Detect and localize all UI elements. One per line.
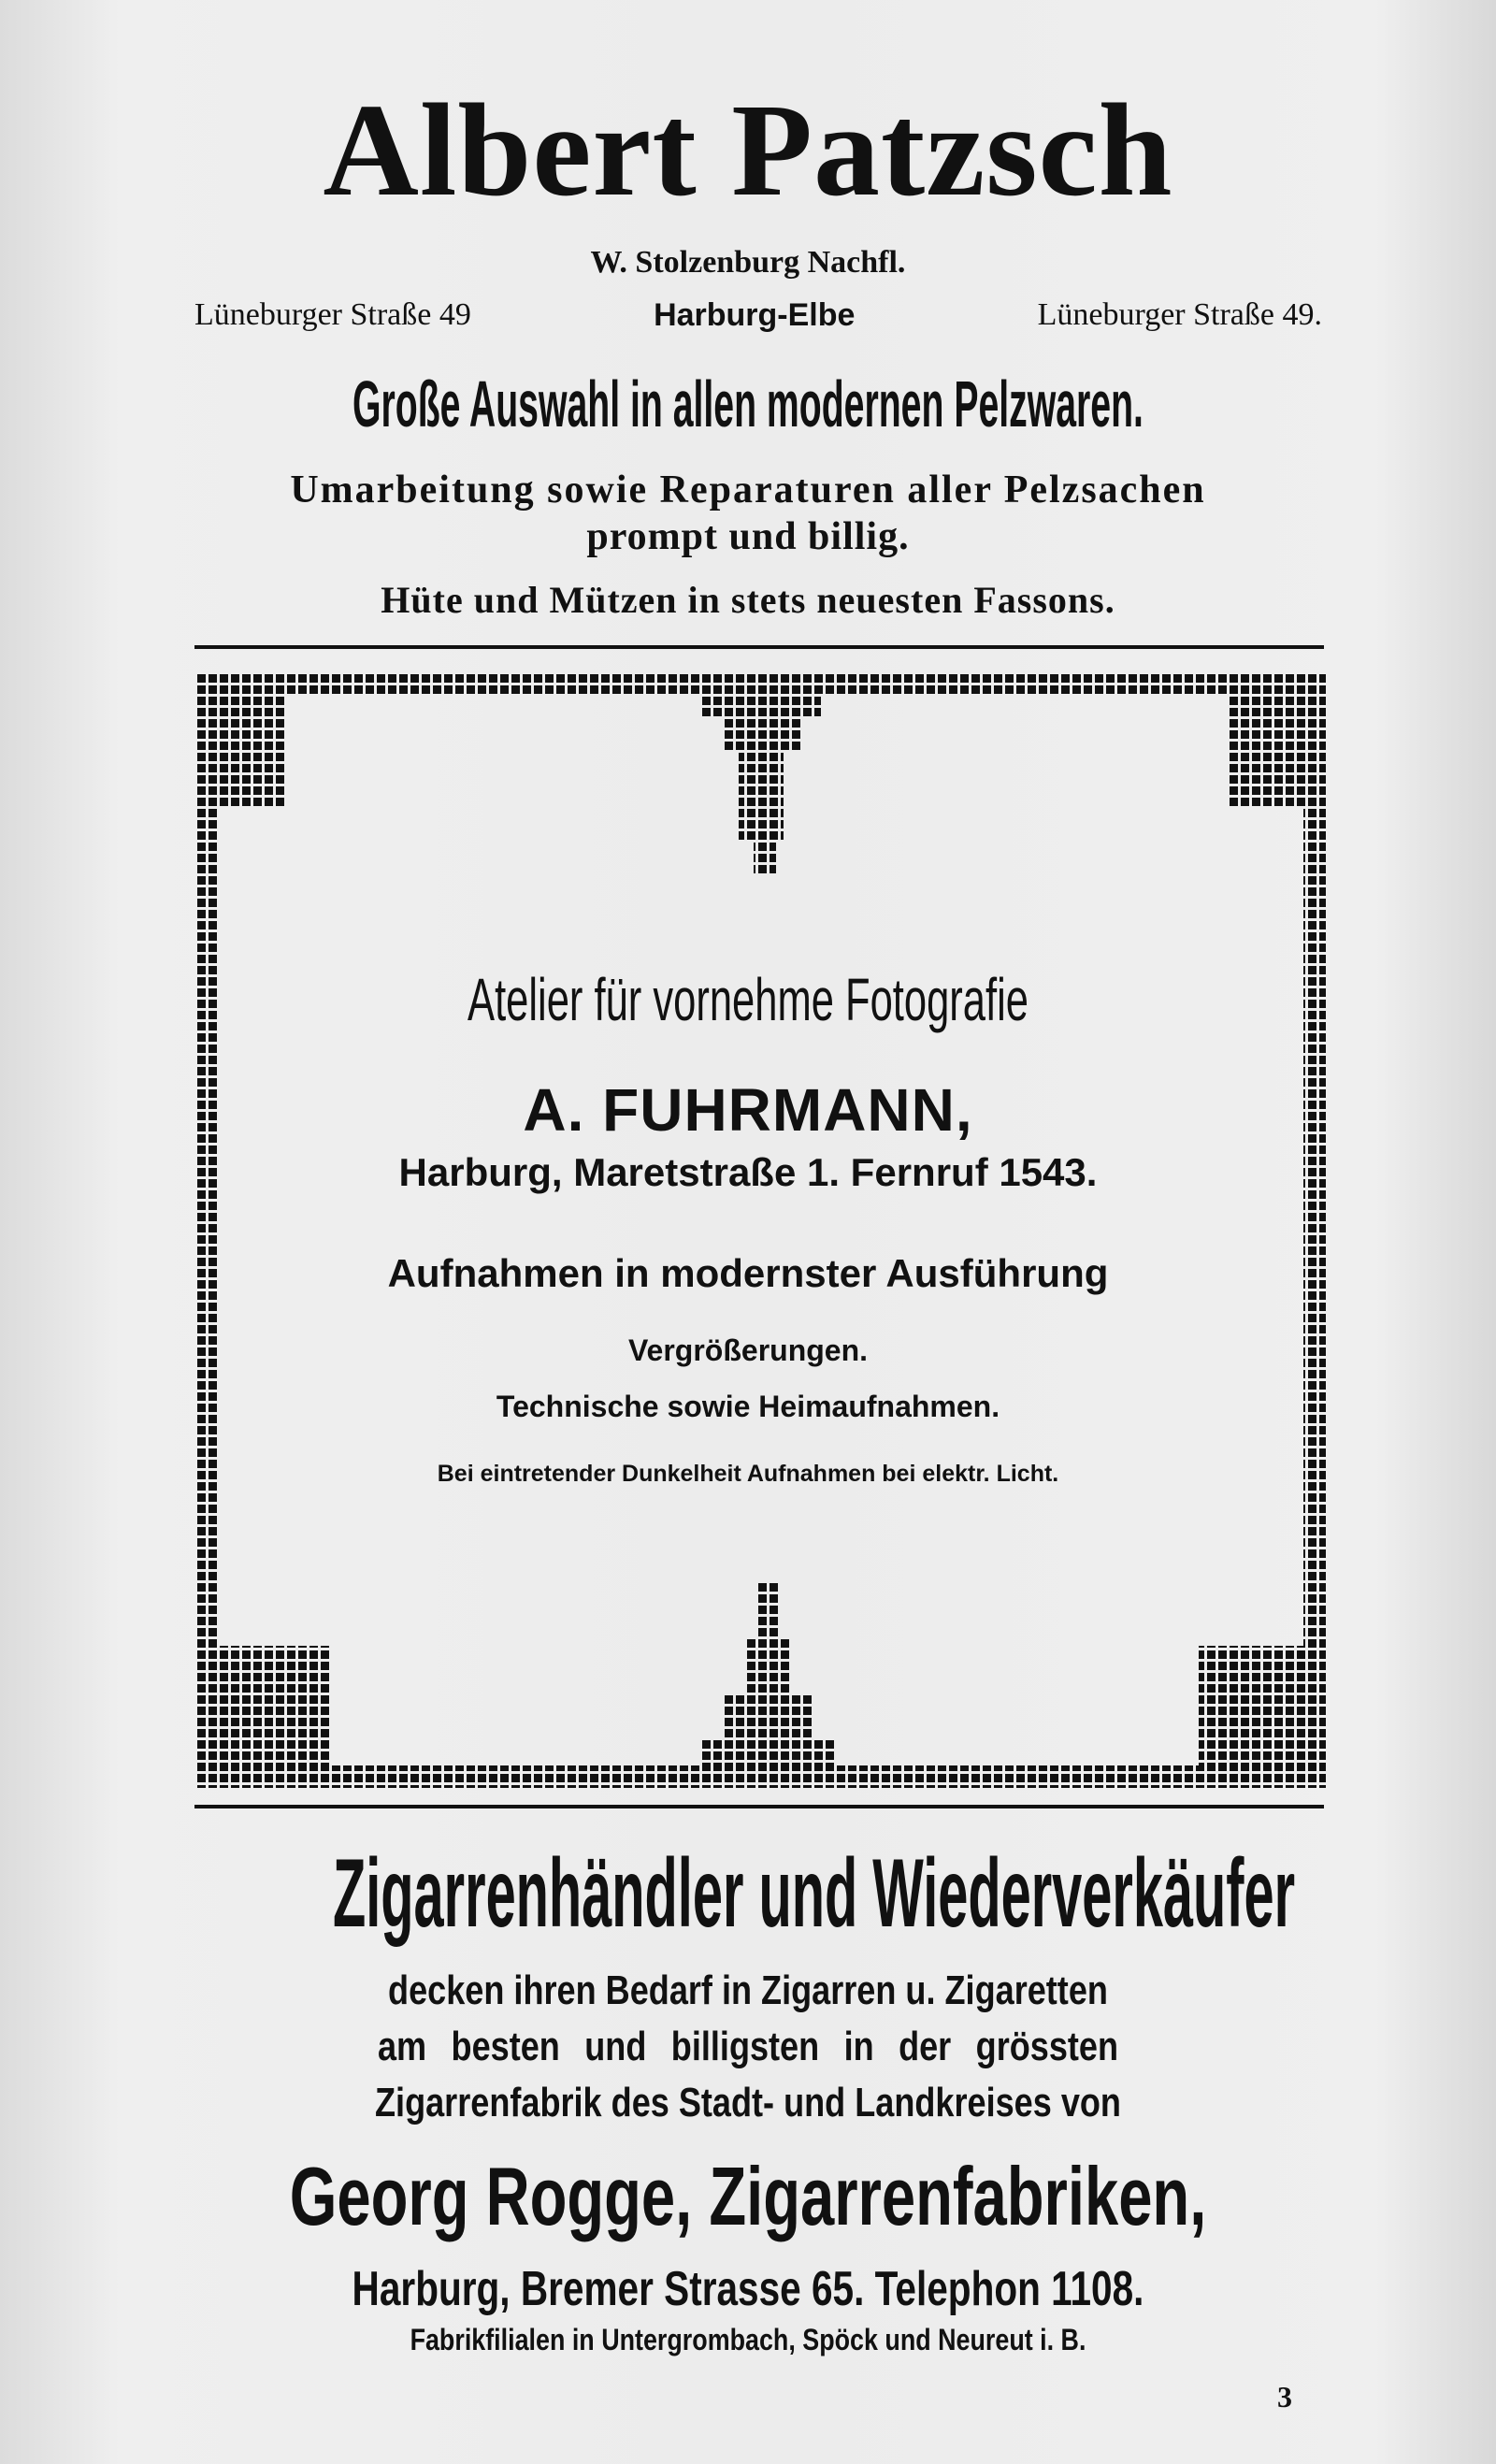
ad1-title: Albert Patzsch: [323, 76, 1173, 223]
ad3-line-3: Zigarrenfabrik des Stadt- und Landkreises von: [375, 2080, 1121, 2125]
divider-bottom: [194, 1805, 1324, 1808]
ad1-address-left: Lüneburger Straße 49: [194, 297, 471, 332]
ad1-address-row: [194, 297, 1322, 334]
ad2-name: A. FUHRMANN,: [523, 1076, 973, 1144]
ad1-address-city: Harburg-Elbe: [654, 297, 856, 333]
ad3-line-1: decken ihren Bedarf in Zigarren u. Zigaretten: [388, 1967, 1108, 2013]
ad2-line-4: Bei eintretender Dunkelheit Aufnahmen bei elektr. Licht.: [437, 1461, 1059, 1487]
ad1-line-3: Hüte und Mützen in stets neuesten Fassons.: [381, 579, 1115, 621]
ad3-headline: Zigarrenhändler und Wiederverkäufer: [333, 1839, 1296, 1948]
page-number: 3: [1277, 2380, 1292, 2414]
ad3-name: Georg Rogge, Zigarrenfabriken,: [289, 2150, 1207, 2242]
ad1-address-right: Lüneburger Straße 49.: [1037, 297, 1322, 332]
ad3-line-2: am besten und billigsten in der grössten: [377, 2024, 1119, 2069]
divider-top: [194, 645, 1324, 649]
ad2-line-1: Aufnahmen in modernster Ausführung: [387, 1251, 1109, 1295]
ad1-line-2: prompt und billig.: [586, 515, 910, 558]
ad3-branches: Fabrikfilialen in Untergrombach, Spöck und Neureut i. B.: [410, 2323, 1086, 2356]
ad1-line-1: Umarbeitung sowie Reparaturen aller Pelzsachen: [290, 468, 1206, 512]
ad2-line-2: Vergrößerungen.: [627, 1333, 869, 1367]
ad2-address: Harburg, Maretstraße 1. Fernruf 1543.: [398, 1150, 1098, 1194]
ad1-headline: Große Auswahl in allen modernen Pelzwaren.: [352, 367, 1144, 440]
ad1-successor: W. Stolzenburg Nachfl.: [590, 245, 906, 280]
ad3-address: Harburg, Bremer Strasse 65. Telephon 1108.: [352, 2262, 1144, 2316]
ad2-headline: Atelier für vornehme Fotografie: [468, 966, 1028, 1033]
ad2-line-3: Technische sowie Heimaufnahmen.: [496, 1390, 1000, 1423]
ad2-dotted-frame: [196, 673, 1326, 1788]
